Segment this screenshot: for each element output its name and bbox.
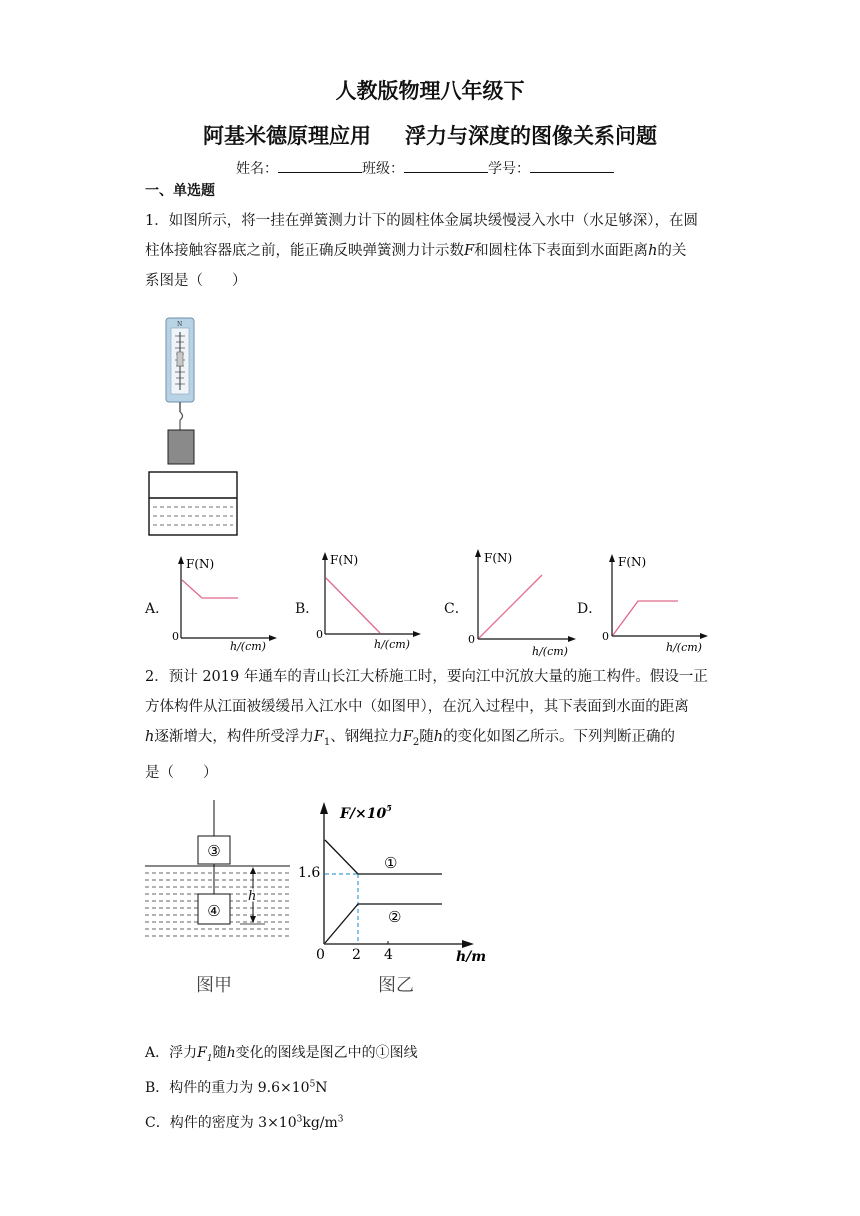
svg-text:h/(cm): h/(cm) bbox=[532, 645, 568, 658]
svg-text:③: ③ bbox=[207, 842, 221, 860]
svg-text:②: ② bbox=[388, 908, 402, 926]
svg-text:0: 0 bbox=[468, 633, 475, 646]
title-topic: 阿基米德原理应用 bbox=[203, 124, 371, 148]
svg-text:①: ① bbox=[384, 854, 398, 872]
y-tick-1.6: 1.6 bbox=[298, 865, 321, 881]
q2-figure-jia bbox=[140, 798, 300, 1003]
svg-text:h/(cm): h/(cm) bbox=[374, 638, 410, 651]
title-subtopic: 浮力与深度的图像关系问题 bbox=[405, 124, 657, 148]
q1-line-3: 系图是（ ） bbox=[145, 273, 247, 289]
cylinder-block bbox=[168, 430, 194, 464]
svg-text:h: h bbox=[248, 889, 257, 904]
q1-apparatus-figure bbox=[140, 312, 260, 542]
svg-text:h/(cm): h/(cm) bbox=[666, 641, 702, 654]
section-heading: 一、单选题 bbox=[145, 183, 215, 199]
id-label: 学号： bbox=[488, 161, 530, 177]
q2-line-2: 方体构件从江面被缓缓吊入江水中（如图甲），在沉入过程中，其下表面到水面的距离 bbox=[145, 699, 689, 715]
question-2-text bbox=[145, 662, 725, 788]
svg-text:0: 0 bbox=[602, 630, 609, 643]
svg-text:h/m: h/m bbox=[456, 949, 487, 965]
svg-text:2: 2 bbox=[352, 947, 361, 963]
svg-text:F/×105: $F/\times 10^5$ bbox=[340, 803, 392, 822]
name-blank[interactable] bbox=[278, 158, 362, 173]
line-2 bbox=[325, 904, 442, 943]
question-1-text bbox=[145, 206, 725, 296]
class-label: 班级： bbox=[362, 161, 404, 177]
q1-line-1: 1．如图所示，将一挂在弹簧测力计下的圆柱体金属块缓慢浸入水中（水足够深），在圆 bbox=[145, 213, 698, 229]
q1-graph-a[interactable] bbox=[168, 550, 283, 658]
svg-text:F(N): F(N) bbox=[186, 557, 215, 571]
title-line-2 bbox=[0, 120, 860, 150]
svg-text:0: 0 bbox=[172, 630, 179, 643]
svg-text:4: 4 bbox=[384, 947, 393, 963]
title-line-1: 人教版物理八年级下 bbox=[335, 79, 525, 103]
q2-option-a[interactable]: A．浮力$F_1$随h变化的图线是图乙中的①图线 bbox=[145, 1045, 418, 1064]
q2-line-4: 是（ ） bbox=[145, 764, 218, 781]
q1-option-c-label[interactable]: C． bbox=[444, 601, 469, 617]
q1-option-a-label[interactable]: A． bbox=[145, 601, 170, 617]
svg-text:F(N): F(N) bbox=[330, 553, 359, 567]
meter-unit: N bbox=[177, 321, 183, 328]
q1-option-b-label[interactable]: B． bbox=[295, 601, 320, 617]
fig-yi-caption: 图乙 bbox=[378, 975, 414, 996]
q1-option-d-label[interactable]: D． bbox=[577, 601, 603, 617]
id-blank[interactable] bbox=[530, 158, 614, 173]
q2-option-c[interactable]: C．构件的密度为 $3\times 10^3kg/m^3$ bbox=[145, 1114, 344, 1131]
q1-graph-b[interactable] bbox=[312, 548, 427, 656]
q2-line-3: h逐渐增大，构件所受浮力$F_1$、钢绳拉力$F_2$随h的变化如图乙所示。下列判断正确的 bbox=[145, 729, 676, 748]
q1-line-2: 柱体接触容器底之前，能正确反映弹簧测力计示数F和圆柱体下表面到水面距离h的关 bbox=[145, 243, 687, 259]
q1-graph-c[interactable] bbox=[462, 543, 582, 661]
q2-figure-yi bbox=[292, 798, 502, 1003]
svg-text:F(N): F(N) bbox=[618, 555, 647, 569]
svg-text:④: ④ bbox=[207, 902, 221, 920]
svg-text:0: 0 bbox=[316, 628, 323, 641]
q1-graph-d[interactable] bbox=[598, 548, 718, 658]
student-info bbox=[236, 158, 614, 178]
q2-option-b[interactable]: B．构件的重力为 $9.6\times 10^5N$ bbox=[145, 1079, 328, 1096]
q2-line-1: 2．预计 2019 年通车的青山长江大桥施工时，要向江中沉放大量的施工构件。假设一正 bbox=[145, 669, 708, 685]
class-blank[interactable] bbox=[404, 158, 488, 173]
fig-jia-caption: 图甲 bbox=[196, 975, 232, 996]
name-label: 姓名： bbox=[236, 161, 278, 177]
svg-text:h/(cm): h/(cm) bbox=[230, 640, 266, 653]
svg-text:0: 0 bbox=[316, 947, 325, 963]
water-container bbox=[149, 472, 237, 535]
svg-text:F(N): F(N) bbox=[484, 551, 513, 565]
